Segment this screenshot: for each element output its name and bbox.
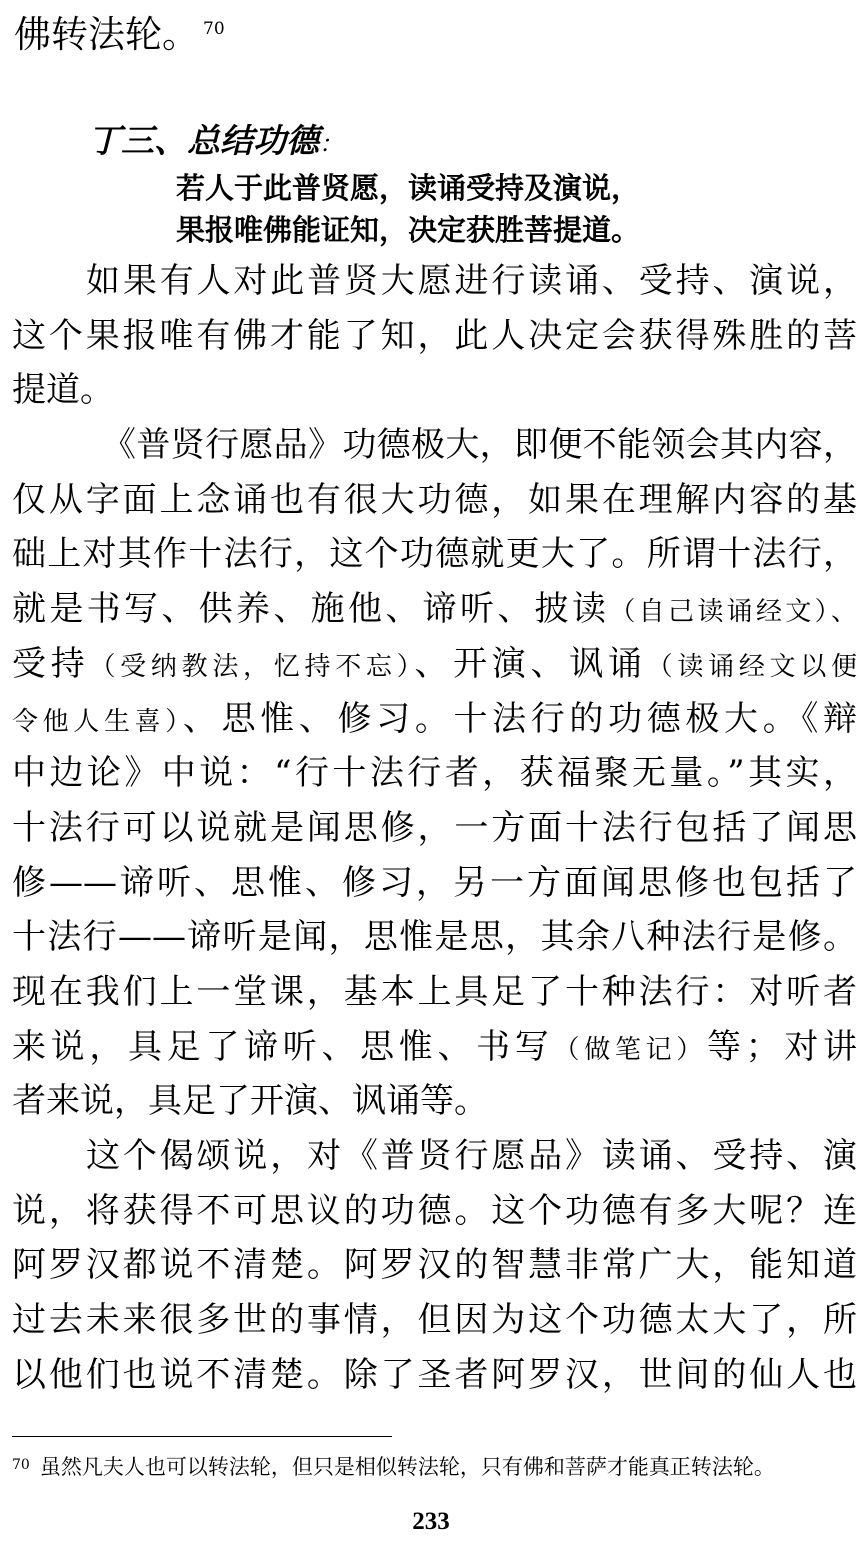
continuation-text: 佛转法轮。 bbox=[14, 13, 199, 56]
verse-line-1: 若人于此普贤愿，读诵受持及演说， bbox=[176, 171, 641, 205]
footnote-number: 70 bbox=[12, 1457, 30, 1473]
paragraph-3-line: 说，将获得不可思议的功德。这个功德有多大呢？连 bbox=[12, 1190, 857, 1231]
paragraph-2-text: 、开演、讽诵 bbox=[414, 643, 647, 684]
paragraph-2-annotation: （读诵经文以便 bbox=[646, 651, 857, 682]
paragraph-2-annotation: （自己读诵经文）、 bbox=[609, 597, 857, 628]
paragraph-2-line bbox=[12, 637, 857, 692]
paragraph-2-text: 、思惟、修习。十法行的功德极大。《辩 bbox=[182, 698, 857, 739]
paragraph-1-line: 这个果报唯有佛才能了知，此人决定会获得殊胜的菩 bbox=[12, 315, 857, 356]
paragraph-2-annotation: （做笔记） bbox=[553, 1034, 707, 1065]
verse-line-2: 果报唯佛能证知，决定获胜菩提道。 bbox=[176, 213, 641, 247]
paragraph-3-line: 这个偈颂说，对《普贤行愿品》读诵、受持、演 bbox=[86, 1136, 857, 1176]
paragraph-2-line: 现在我们上一堂课，基本上具足了十种法行：对听者 bbox=[12, 971, 857, 1012]
footnote-text: 虽然凡夫人也可以转法轮，但只是相似转法轮，只有佛和菩萨才能真正转法轮。 bbox=[39, 1455, 775, 1479]
paragraph-2-text: 等；对讲 bbox=[706, 1026, 857, 1067]
paragraph-2-line bbox=[12, 692, 857, 747]
section-heading-label: 丁三、总结功德 bbox=[88, 121, 319, 160]
paragraph-2-annotation: 令他人生喜） bbox=[12, 706, 183, 737]
footnote bbox=[12, 1450, 857, 1484]
paragraph-3-line: 以他们也说不清楚。除了圣者阿罗汉，世间的仙人也 bbox=[12, 1354, 857, 1395]
paragraph-2-line: 十法行——谛听是闻，思惟是思，其余八种法行是修。 bbox=[12, 917, 857, 958]
paragraph-2-line: 者来说，具足了开演、讽诵等。 bbox=[12, 1081, 488, 1122]
page-number: 233 bbox=[412, 1508, 450, 1535]
paragraph-2-annotation: （受纳教法，忆持不忘） bbox=[89, 651, 415, 682]
paragraph-2-line: 修——谛听、思惟、修习，另一方面闻思修也包括了 bbox=[12, 862, 857, 903]
section-heading-colon: ： bbox=[319, 130, 343, 158]
paragraph-3-line: 阿罗汉都说不清楚。阿罗汉的智慧非常广大，能知道 bbox=[12, 1245, 857, 1286]
paragraph-1-line: 如果有人对此普贤大愿进行读诵、受持、演说， bbox=[86, 261, 857, 301]
paragraph-2-line: 十法行可以说就是闻思修，一方面十法行包括了闻思 bbox=[12, 807, 857, 848]
paragraph-2-text: 就是书写、供养、施他、谛听、披读 bbox=[12, 589, 610, 630]
paragraph-2-text: 受持 bbox=[12, 643, 90, 684]
paragraph-2-line bbox=[12, 582, 857, 637]
continuation-line bbox=[14, 8, 225, 62]
paragraph-2-line: 中边论》中说：“行十法行者，获福聚无量。”其实， bbox=[12, 753, 857, 794]
footnote-divider bbox=[12, 1436, 392, 1437]
paragraph-2-line: 础上对其作十法行，这个功德就更大了。所谓十法行， bbox=[12, 534, 857, 575]
paragraph-2-line bbox=[12, 1020, 857, 1075]
paragraph-2-text: 来说，具足了谛听、思惟、书写 bbox=[12, 1026, 554, 1067]
paragraph-2-line: 《普贤行愿品》功德极大，即便不能领会其内容， bbox=[102, 425, 857, 466]
section-heading bbox=[88, 116, 343, 169]
footnote-reference[interactable]: 70 bbox=[203, 19, 225, 39]
paragraph-2-line: 仅从字面上念诵也有很大功德，如果在理解内容的基 bbox=[12, 479, 857, 520]
body-text bbox=[12, 254, 857, 1402]
paragraph-3-line: 过去未来很多世的事情，但因为这个功德太大了，所 bbox=[12, 1300, 857, 1341]
paragraph-1-line: 提道。 bbox=[12, 370, 114, 411]
